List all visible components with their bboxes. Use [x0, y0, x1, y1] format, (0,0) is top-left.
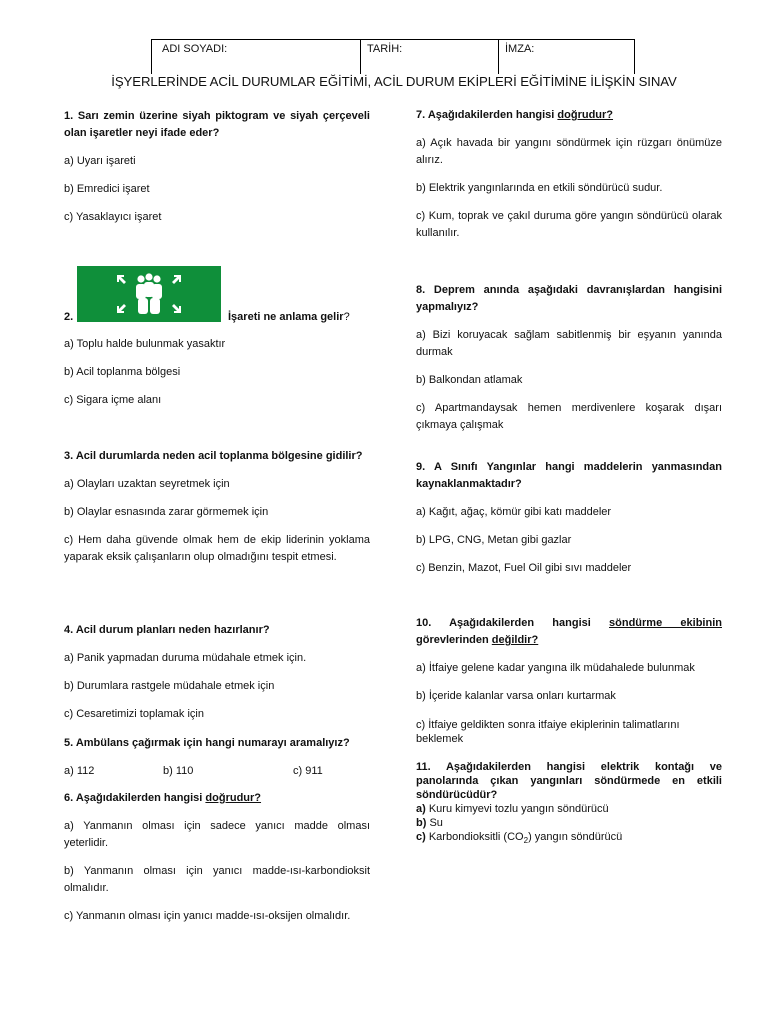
- question-8-text: 8. Deprem anında aşağıdaki davranışlardan hangisini yapmalıyız?: [416, 284, 722, 313]
- question-11-option-c-subscript: 2: [523, 836, 529, 846]
- question-8-option-b[interactable]: b) Balkondan atlamak: [416, 374, 523, 386]
- question-4-option-b[interactable]: b) Durumlara rastgele müdahale etmek için: [64, 680, 275, 692]
- question-3-option-c[interactable]: c) Hem daha güvende olmak hem de ekip liderinin yoklama yaparak eksik çalışanların olup olmadığını tespit etmesi.: [64, 534, 370, 563]
- question-2-text-tail: ?: [343, 311, 350, 323]
- question-11: [416, 760, 722, 848]
- question-8: [416, 282, 722, 434]
- question-10-duties: görevlerinden: [416, 634, 492, 646]
- question-5-option-c[interactable]: c) 911: [293, 765, 323, 777]
- question-5-options: [64, 763, 370, 780]
- question-1-text: 1. Sarı zemin üzerine siyah piktogram ve siyah çerçeveli olan işaretler neyi ifade eder?: [64, 110, 370, 139]
- question-8-option-c[interactable]: c) Apartmandaysak hemen merdivenlere koşarak dışarı çıkmaya çalışmak: [416, 402, 722, 431]
- question-2-option-b[interactable]: b) Acil toplanma bölgesi: [64, 366, 181, 378]
- assembly-point-icon: [77, 266, 221, 322]
- question-8-option-a[interactable]: a) Bizi koruyacak sağlam sabitlenmiş bir eşyanın yanında durmak: [416, 329, 722, 358]
- question-6-prefix: 6. Aşağıdakilerden hangisi: [64, 792, 206, 804]
- question-3-option-b[interactable]: b) Olaylar esnasında zarar görmemek için: [64, 506, 269, 518]
- question-10-option-a[interactable]: a) İtfaiye gelene kadar yangına ilk müdahalede bulunmak: [416, 662, 695, 674]
- question-7-text: [416, 107, 722, 124]
- signature-label: İMZA:: [505, 43, 535, 55]
- question-3-text: 3. Acil durumlarda neden acil toplanma bölgesine gidilir?: [64, 450, 363, 462]
- question-6-option-a[interactable]: a) Yanmanın olması için sadece yanıcı madde olması yeterlidir.: [64, 820, 370, 849]
- name-label: ADI SOYADI:: [162, 43, 228, 55]
- question-2-options: [64, 336, 370, 409]
- question-2-text: [228, 309, 350, 326]
- question-9-text: 9. A Sınıfı Yangınlar hangi maddelerin yanmasından kaynaklanmaktadır?: [416, 461, 722, 490]
- question-9: [416, 459, 722, 577]
- question-2-number: 2.: [64, 311, 74, 323]
- question-9-option-b[interactable]: b) LPG, CNG, Metan gibi gazlar: [416, 534, 572, 546]
- question-6-option-b[interactable]: b) Yanmanın olması için yanıcı madde-ısı-karbondioksit olmalıdır.: [64, 865, 370, 894]
- question-11-option-a[interactable]: [416, 802, 722, 816]
- question-11-option-c[interactable]: [416, 830, 722, 848]
- question-11-option-a-text: Kuru kimyevi tozlu yangın söndürücü: [425, 803, 609, 815]
- student-info-table: [151, 39, 635, 79]
- question-1-option-b[interactable]: b) Emredici işaret: [64, 183, 150, 195]
- question-7-prefix: 7. Aşağıdakilerden hangisi: [416, 109, 558, 121]
- question-1-option-c[interactable]: c) Yasaklayıcı işaret: [64, 211, 162, 223]
- question-4-option-c[interactable]: c) Cesaretimizi toplamak için: [64, 708, 204, 720]
- question-10-emphasis-not: değildir?: [491, 634, 539, 646]
- question-3: [64, 448, 370, 566]
- question-11-option-a-label: a): [416, 803, 426, 815]
- question-4-text: 4. Acil durum planları neden hazırlanır?: [64, 624, 270, 636]
- exam-title: İŞYERLERİNDE ACİL DURUMLAR EĞİTİMİ, ACİL DURUM EKİPLERİ EĞİTİMİNE İLİŞKİN SINAV: [40, 74, 748, 89]
- question-6-text: [64, 790, 370, 807]
- question-6-option-c[interactable]: c) Yanmanın olması için yanıcı madde-ısı-oksijen olmalıdır.: [64, 910, 351, 922]
- question-5: [64, 735, 370, 752]
- question-5-option-a[interactable]: a) 112: [64, 765, 95, 777]
- question-2-text-bold: İşareti ne anlama gelir: [228, 311, 344, 323]
- question-11-option-b-label: b): [416, 817, 427, 829]
- question-7-option-c[interactable]: c) Kum, toprak ve çakıl duruma göre yangın söndürücü olarak kullanılır.: [416, 210, 722, 239]
- question-10-prefix: 10. Aşağıdakilerden hangisi: [416, 617, 610, 629]
- question-10-option-c[interactable]: c) İtfaiye geldikten sonra itfaiye ekiplerinin talimatlarını beklemek: [416, 719, 680, 745]
- question-11-option-c-text-end: ) yangın söndürücü: [528, 831, 623, 843]
- name-field[interactable]: [152, 40, 361, 78]
- question-9-option-c[interactable]: c) Benzin, Mazot, Fuel Oil gibi sıvı maddeler: [416, 562, 632, 574]
- question-9-option-a[interactable]: a) Kağıt, ağaç, kömür gibi katı maddeler: [416, 506, 612, 518]
- question-10-option-b[interactable]: b) İçeride kalanlar varsa onları kurtarmak: [416, 690, 616, 702]
- question-11-option-c-label: c): [416, 831, 426, 843]
- signature-field[interactable]: [499, 40, 634, 78]
- question-2-option-c[interactable]: c) Sigara içme alanı: [64, 394, 162, 406]
- question-7-option-a[interactable]: a) Açık havada bir yangını söndürmek için rüzgarı önümüze alırız.: [416, 137, 722, 166]
- question-10: [416, 615, 722, 746]
- question-7: [416, 107, 722, 242]
- question-5-text: 5. Ambülans çağırmak için hangi numarayı aramalıyız?: [64, 737, 350, 749]
- question-2-option-a[interactable]: a) Toplu halde bulunmak yasaktır: [64, 338, 226, 350]
- question-1-option-a[interactable]: a) Uyarı işareti: [64, 155, 136, 167]
- question-6-emphasis: doğrudur?: [205, 792, 262, 804]
- date-field[interactable]: [361, 40, 499, 78]
- question-10-text: [416, 615, 722, 649]
- question-6: [64, 790, 370, 925]
- question-5-option-b[interactable]: b) 110: [163, 765, 194, 777]
- question-11-option-b-text: Su: [426, 817, 443, 829]
- date-label: TARİH:: [367, 43, 403, 55]
- question-3-option-a[interactable]: a) Olayları uzaktan seyretmek için: [64, 478, 230, 490]
- question-11-text: 11. Aşağıdakilerden hangisi elektrik kontağı ve panolarında çıkan yangınları söndürmede en etkili söndürücüdür?: [416, 761, 722, 801]
- question-1: [64, 108, 370, 226]
- question-7-emphasis: doğrudur?: [557, 109, 614, 121]
- question-11-option-b[interactable]: [416, 816, 722, 830]
- question-4: [64, 622, 370, 723]
- question-4-option-a[interactable]: a) Panik yapmadan duruma müdahale etmek için.: [64, 652, 307, 664]
- question-7-option-b[interactable]: b) Elektrik yangınlarında en etkili söndürücü sudur.: [416, 182, 663, 194]
- question-10-emphasis-team: söndürme ekibinin: [609, 617, 722, 629]
- question-11-option-c-text: Karbondioksitli (CO: [425, 831, 524, 843]
